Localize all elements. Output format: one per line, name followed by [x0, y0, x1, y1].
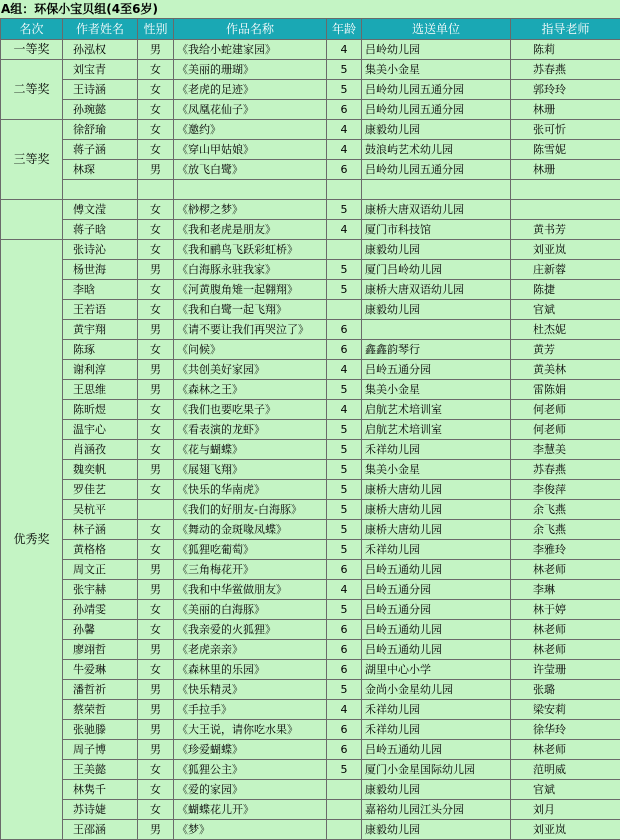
work-title-cell: 《珍爱蝴蝶》 [174, 740, 327, 760]
age-cell: 5 [327, 380, 362, 400]
gender-cell: 男 [138, 260, 174, 280]
header-age: 年龄 [327, 19, 362, 40]
school-unit-cell: 禾祥幼儿园 [362, 440, 511, 460]
award-rank-cell: 一等奖 [1, 40, 63, 60]
teacher-cell: 林老师 [511, 560, 620, 580]
work-title-cell: 《我们也要吃果子》 [174, 400, 327, 420]
work-title-cell: 《放飞白鹭》 [174, 160, 327, 180]
author-name-cell: 黄格格 [63, 540, 138, 560]
age-cell [327, 800, 362, 820]
school-unit-cell: 集美小金星 [362, 380, 511, 400]
teacher-cell: 雷陈娟 [511, 380, 620, 400]
age-cell: 6 [327, 640, 362, 660]
school-unit-cell: 吕岭五通幼儿园 [362, 620, 511, 640]
gender-cell: 女 [138, 760, 174, 780]
school-unit-cell: 康毅幼儿园 [362, 120, 511, 140]
school-unit-cell: 吕岭五通幼儿园 [362, 640, 511, 660]
work-title-cell: 《我和老虎是朋友》 [174, 220, 327, 240]
author-name-cell: 陈琢 [63, 340, 138, 360]
table-row [1, 300, 620, 320]
page-title: A组：环保小宝贝组(4至6岁) [1, 2, 158, 16]
work-title-cell: 《花与蝴蝶》 [174, 440, 327, 460]
school-unit-cell: 吕岭五通分园 [362, 580, 511, 600]
author-name-cell: 周文正 [63, 560, 138, 580]
teacher-cell: 陈莉 [511, 40, 620, 60]
school-unit-cell: 集美小金星 [362, 460, 511, 480]
author-name-cell: 林隽千 [63, 780, 138, 800]
gender-cell: 男 [138, 40, 174, 60]
work-title-cell: 《我和中华鲎做朋友》 [174, 580, 327, 600]
gender-cell [138, 500, 174, 520]
teacher-cell: 林老师 [511, 640, 620, 660]
teacher-cell: 刘亚岚 [511, 240, 620, 260]
work-title-cell: 《请不要让我们再哭泣了》 [174, 320, 327, 340]
work-title-cell [174, 180, 327, 200]
teacher-cell: 林于婷 [511, 600, 620, 620]
school-unit-cell: 禾祥幼儿园 [362, 700, 511, 720]
age-cell: 5 [327, 500, 362, 520]
table-row [1, 80, 620, 100]
school-unit-cell: 康桥大唐双语幼儿园 [362, 280, 511, 300]
table-row [1, 800, 620, 820]
age-cell: 6 [327, 320, 362, 340]
school-unit-cell: 禾祥幼儿园 [362, 720, 511, 740]
author-name-cell: 肖涵孜 [63, 440, 138, 460]
teacher-cell: 刘月 [511, 800, 620, 820]
age-cell: 4 [327, 360, 362, 380]
table-row [1, 240, 620, 260]
author-name-cell: 孙琬懿 [63, 100, 138, 120]
gender-cell: 男 [138, 740, 174, 760]
work-title-cell: 《看表演的龙虾》 [174, 420, 327, 440]
author-name-cell: 王若语 [63, 300, 138, 320]
age-cell: 4 [327, 220, 362, 240]
table-row [1, 400, 620, 420]
school-unit-cell: 集美小金星 [362, 60, 511, 80]
work-title-cell: 《美丽的珊瑚》 [174, 60, 327, 80]
age-cell: 4 [327, 40, 362, 60]
gender-cell: 男 [138, 720, 174, 740]
work-title-cell: 《白海豚永驻我家》 [174, 260, 327, 280]
school-unit-cell: 厦门市科技馆 [362, 220, 511, 240]
gender-cell: 女 [138, 420, 174, 440]
table-row [1, 360, 620, 380]
gender-cell: 男 [138, 580, 174, 600]
author-name-cell: 徐舒瑜 [63, 120, 138, 140]
header-unit: 选送单位 [362, 19, 511, 40]
age-cell: 5 [327, 600, 362, 620]
work-title-cell: 《狐狸吃葡萄》 [174, 540, 327, 560]
work-title-cell: 《舞动的金斑喙凤蝶》 [174, 520, 327, 540]
work-title-cell: 《展翅飞翔》 [174, 460, 327, 480]
school-unit-cell: 启航艺术培训室 [362, 420, 511, 440]
teacher-cell: 许莹珊 [511, 660, 620, 680]
work-title-cell: 《河黄腹角雉一起翱翔》 [174, 280, 327, 300]
age-cell [327, 300, 362, 320]
gender-cell: 女 [138, 780, 174, 800]
teacher-cell: 郭玲玲 [511, 80, 620, 100]
header-work: 作品名称 [174, 19, 327, 40]
author-name-cell: 蔡荣哲 [63, 700, 138, 720]
table-row [1, 460, 620, 480]
age-cell: 5 [327, 280, 362, 300]
author-name-cell: 傅文滢 [63, 200, 138, 220]
gender-cell: 女 [138, 540, 174, 560]
author-name-cell: 孙泓权 [63, 40, 138, 60]
school-unit-cell: 吕岭五通分园 [362, 360, 511, 380]
gender-cell: 男 [138, 640, 174, 660]
table-row [1, 340, 620, 360]
work-title-cell: 《我亲爱的火狐狸》 [174, 620, 327, 640]
gender-cell: 男 [138, 320, 174, 340]
teacher-cell: 黄书芳 [511, 220, 620, 240]
age-cell [327, 240, 362, 260]
table-row [1, 640, 620, 660]
age-cell [327, 780, 362, 800]
teacher-cell: 林老师 [511, 620, 620, 640]
age-cell: 6 [327, 720, 362, 740]
age-cell: 4 [327, 120, 362, 140]
header-author: 作者姓名 [63, 19, 138, 40]
author-name-cell: 孙靖雯 [63, 600, 138, 620]
age-cell [327, 820, 362, 840]
gender-cell: 男 [138, 460, 174, 480]
author-name-cell: 苏诗婕 [63, 800, 138, 820]
gender-cell: 女 [138, 80, 174, 100]
gender-cell: 男 [138, 700, 174, 720]
author-name-cell [63, 180, 138, 200]
table-row [1, 780, 620, 800]
work-title-cell: 《森林里的乐园》 [174, 660, 327, 680]
header-row [1, 19, 620, 40]
header-teacher: 指导老师 [511, 19, 620, 40]
teacher-cell: 林珊 [511, 160, 620, 180]
gender-cell: 男 [138, 360, 174, 380]
age-cell: 6 [327, 620, 362, 640]
age-cell: 5 [327, 460, 362, 480]
table-row [1, 680, 620, 700]
work-title-cell: 《狐狸公主》 [174, 760, 327, 780]
age-cell [327, 180, 362, 200]
age-cell: 5 [327, 200, 362, 220]
table-row [1, 40, 620, 60]
age-cell: 4 [327, 700, 362, 720]
teacher-cell: 余飞燕 [511, 500, 620, 520]
author-name-cell: 黄宇翔 [63, 320, 138, 340]
table-row [1, 480, 620, 500]
school-unit-cell: 康毅幼儿园 [362, 300, 511, 320]
teacher-cell: 陈捷 [511, 280, 620, 300]
table-row [1, 100, 620, 120]
school-unit-cell: 厦门小金星国际幼儿园 [362, 760, 511, 780]
gender-cell: 女 [138, 220, 174, 240]
author-name-cell: 张诗沁 [63, 240, 138, 260]
school-unit-cell: 康桥大唐双语幼儿园 [362, 200, 511, 220]
author-name-cell: 王诗涵 [63, 80, 138, 100]
award-rank-cell [1, 200, 63, 240]
age-cell: 5 [327, 260, 362, 280]
table-row [1, 740, 620, 760]
work-title-cell: 《蝴蝶花儿开》 [174, 800, 327, 820]
author-name-cell: 李晗 [63, 280, 138, 300]
school-unit-cell: 金尚小金星幼儿园 [362, 680, 511, 700]
table-row [1, 760, 620, 780]
age-cell: 5 [327, 540, 362, 560]
table-row [1, 700, 620, 720]
school-unit-cell: 吕岭五通幼儿园 [362, 560, 511, 580]
header-rank: 名次 [1, 19, 63, 40]
school-unit-cell [362, 180, 511, 200]
work-title-cell: 《邀约》 [174, 120, 327, 140]
age-cell: 6 [327, 340, 362, 360]
work-title-cell: 《梦》 [174, 820, 327, 840]
teacher-cell: 范明威 [511, 760, 620, 780]
teacher-cell: 梁安莉 [511, 700, 620, 720]
age-cell: 4 [327, 400, 362, 420]
table-row [1, 540, 620, 560]
work-title-cell: 《我给小蛇建家园》 [174, 40, 327, 60]
school-unit-cell: 康桥大唐幼儿园 [362, 520, 511, 540]
teacher-cell: 黄芳 [511, 340, 620, 360]
work-title-cell: 《我们的好朋友-白海豚》 [174, 500, 327, 520]
table-row [1, 120, 620, 140]
table-row [1, 500, 620, 520]
school-unit-cell: 吕岭幼儿园五通分园 [362, 160, 511, 180]
author-name-cell: 廖翊哲 [63, 640, 138, 660]
table-row [1, 320, 620, 340]
work-title-cell: 《大王说，请你吃水果》 [174, 720, 327, 740]
teacher-cell: 张可忻 [511, 120, 620, 140]
table-row [1, 580, 620, 600]
teacher-cell: 徐华玲 [511, 720, 620, 740]
school-unit-cell: 湖里中心小学 [362, 660, 511, 680]
teacher-cell: 李慧美 [511, 440, 620, 460]
gender-cell: 女 [138, 300, 174, 320]
work-title-cell: 《老虎的足迹》 [174, 80, 327, 100]
school-unit-cell: 吕岭五通分园 [362, 600, 511, 620]
table-row [1, 660, 620, 680]
author-name-cell: 吴杭平 [63, 500, 138, 520]
work-title-cell: 《三角梅花开》 [174, 560, 327, 580]
school-unit-cell [362, 320, 511, 340]
author-name-cell: 谢利淳 [63, 360, 138, 380]
author-name-cell: 周子博 [63, 740, 138, 760]
table-row [1, 380, 620, 400]
teacher-cell: 何老师 [511, 420, 620, 440]
teacher-cell: 刘亚岚 [511, 820, 620, 840]
gender-cell: 女 [138, 60, 174, 80]
age-cell: 5 [327, 680, 362, 700]
table-row [1, 220, 620, 240]
school-unit-cell: 鑫鑫韵琴行 [362, 340, 511, 360]
gender-cell: 女 [138, 620, 174, 640]
author-name-cell: 王美懿 [63, 760, 138, 780]
table-row [1, 720, 620, 740]
gender-cell: 女 [138, 100, 174, 120]
gender-cell: 男 [138, 820, 174, 840]
author-name-cell: 孙馨 [63, 620, 138, 640]
school-unit-cell: 吕岭五通幼儿园 [362, 740, 511, 760]
school-unit-cell: 康毅幼儿园 [362, 240, 511, 260]
gender-cell: 女 [138, 120, 174, 140]
gender-cell: 女 [138, 280, 174, 300]
age-cell: 5 [327, 480, 362, 500]
table-row [1, 420, 620, 440]
age-cell: 6 [327, 560, 362, 580]
teacher-cell: 何老师 [511, 400, 620, 420]
author-name-cell: 张驰滕 [63, 720, 138, 740]
table-row [1, 140, 620, 160]
school-unit-cell: 康桥大唐幼儿园 [362, 480, 511, 500]
age-cell: 5 [327, 60, 362, 80]
age-cell: 6 [327, 740, 362, 760]
teacher-cell: 黄美林 [511, 360, 620, 380]
teacher-cell: 陈雪妮 [511, 140, 620, 160]
age-cell: 5 [327, 520, 362, 540]
author-name-cell: 魏奕帆 [63, 460, 138, 480]
teacher-cell: 李琳 [511, 580, 620, 600]
teacher-cell: 林珊 [511, 100, 620, 120]
author-name-cell: 温宇心 [63, 420, 138, 440]
author-name-cell: 蒋子涵 [63, 140, 138, 160]
work-title-cell: 《桫椤之梦》 [174, 200, 327, 220]
author-name-cell: 牛爱琳 [63, 660, 138, 680]
school-unit-cell: 康桥大唐幼儿园 [362, 500, 511, 520]
table-row [1, 820, 620, 840]
author-name-cell: 王思维 [63, 380, 138, 400]
table-row [1, 620, 620, 640]
table-row [1, 200, 620, 220]
teacher-cell: 苏春燕 [511, 60, 620, 80]
award-rank-cell: 三等奖 [1, 120, 63, 200]
table-row [1, 560, 620, 580]
gender-cell: 女 [138, 660, 174, 680]
teacher-cell: 官斌 [511, 780, 620, 800]
author-name-cell: 张宇赫 [63, 580, 138, 600]
author-name-cell: 王邵涵 [63, 820, 138, 840]
gender-cell: 女 [138, 200, 174, 220]
school-unit-cell: 厦门吕岭幼儿园 [362, 260, 511, 280]
teacher-cell: 官斌 [511, 300, 620, 320]
school-unit-cell: 康毅幼儿园 [362, 820, 511, 840]
school-unit-cell: 嘉裕幼儿园江头分园 [362, 800, 511, 820]
work-title-cell: 《我和鹂鸟飞跃彩虹桥》 [174, 240, 327, 260]
table-row [1, 280, 620, 300]
work-title-cell: 《凤凰花仙子》 [174, 100, 327, 120]
teacher-cell: 林老师 [511, 740, 620, 760]
teacher-cell [511, 200, 620, 220]
gender-cell: 男 [138, 380, 174, 400]
author-name-cell: 罗佳艺 [63, 480, 138, 500]
age-cell: 6 [327, 660, 362, 680]
teacher-cell: 余飞燕 [511, 520, 620, 540]
table-row [1, 520, 620, 540]
work-title-cell: 《共创美好家园》 [174, 360, 327, 380]
author-name-cell: 蒋子晗 [63, 220, 138, 240]
teacher-cell: 庄新蓉 [511, 260, 620, 280]
work-title-cell: 《老虎亲亲》 [174, 640, 327, 660]
author-name-cell: 潘哲祈 [63, 680, 138, 700]
teacher-cell: 李雅玲 [511, 540, 620, 560]
age-cell: 6 [327, 100, 362, 120]
teacher-cell: 张璐 [511, 680, 620, 700]
work-title-cell: 《森林之王》 [174, 380, 327, 400]
author-name-cell: 林琛 [63, 160, 138, 180]
gender-cell: 女 [138, 600, 174, 620]
gender-cell: 女 [138, 340, 174, 360]
gender-cell: 女 [138, 520, 174, 540]
school-unit-cell: 吕岭幼儿园 [362, 40, 511, 60]
work-title-cell: 《快乐精灵》 [174, 680, 327, 700]
work-title-cell: 《我和白鹭一起飞翔》 [174, 300, 327, 320]
award-table [0, 18, 620, 840]
gender-cell: 女 [138, 480, 174, 500]
age-cell: 5 [327, 80, 362, 100]
table-row [1, 260, 620, 280]
table-row [1, 440, 620, 460]
gender-cell: 男 [138, 680, 174, 700]
teacher-cell: 苏春燕 [511, 460, 620, 480]
work-title-cell: 《快乐的华南虎》 [174, 480, 327, 500]
age-cell: 6 [327, 160, 362, 180]
school-unit-cell: 康毅幼儿园 [362, 780, 511, 800]
work-title-cell: 《爱的家园》 [174, 780, 327, 800]
gender-cell: 男 [138, 560, 174, 580]
author-name-cell: 陈昕煜 [63, 400, 138, 420]
work-title-cell: 《问候》 [174, 340, 327, 360]
author-name-cell: 林子涵 [63, 520, 138, 540]
age-cell: 5 [327, 440, 362, 460]
gender-cell: 女 [138, 800, 174, 820]
work-title-cell: 《美丽的白海豚》 [174, 600, 327, 620]
gender-cell: 女 [138, 140, 174, 160]
gender-cell: 男 [138, 160, 174, 180]
gender-cell: 女 [138, 440, 174, 460]
age-cell: 4 [327, 580, 362, 600]
award-rank-cell: 二等奖 [1, 60, 63, 120]
table-row [1, 600, 620, 620]
gender-cell: 女 [138, 400, 174, 420]
teacher-cell: 李俊萍 [511, 480, 620, 500]
school-unit-cell: 吕岭幼儿园五通分园 [362, 80, 511, 100]
work-title-cell: 《穿山甲姑娘》 [174, 140, 327, 160]
table-row [1, 60, 620, 80]
author-name-cell: 刘宝青 [63, 60, 138, 80]
age-cell: 4 [327, 140, 362, 160]
teacher-cell [511, 180, 620, 200]
age-cell: 5 [327, 760, 362, 780]
table-row [1, 180, 620, 200]
school-unit-cell: 鼓浪屿艺术幼儿园 [362, 140, 511, 160]
author-name-cell: 杨世海 [63, 260, 138, 280]
header-gender: 性别 [138, 19, 174, 40]
school-unit-cell: 启航艺术培训室 [362, 400, 511, 420]
school-unit-cell: 禾祥幼儿园 [362, 540, 511, 560]
age-cell: 5 [327, 420, 362, 440]
work-title-cell: 《手拉手》 [174, 700, 327, 720]
teacher-cell: 杜杰妮 [511, 320, 620, 340]
gender-cell: 女 [138, 240, 174, 260]
school-unit-cell: 吕岭幼儿园五通分园 [362, 100, 511, 120]
table-row [1, 160, 620, 180]
award-rank-cell: 优秀奖 [1, 240, 63, 840]
gender-cell [138, 180, 174, 200]
